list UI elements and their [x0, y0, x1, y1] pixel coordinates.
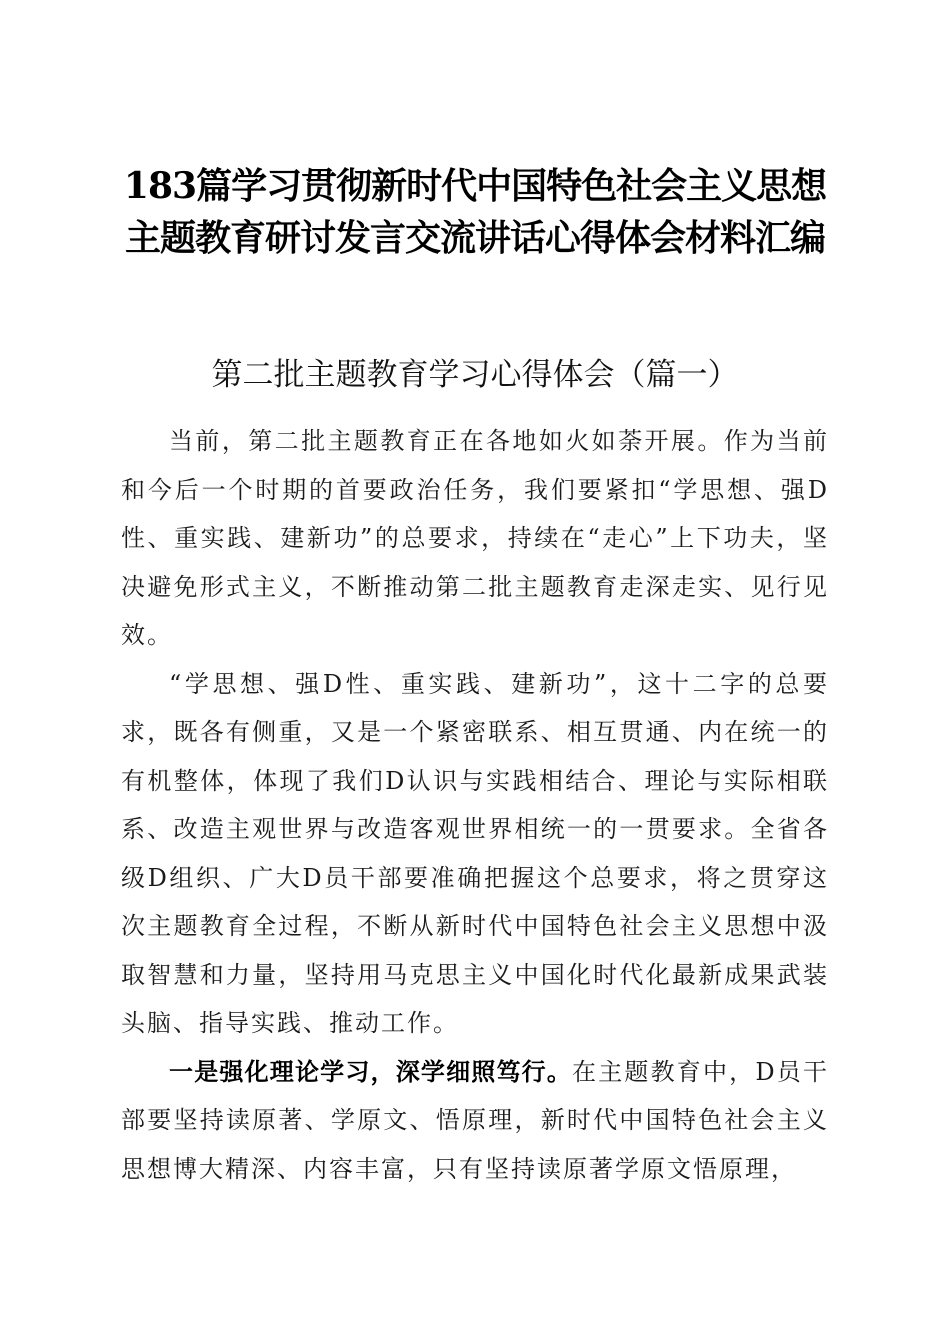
document-title-line-2: 主题教育研讨发言交流讲话心得体会材料汇编: [124, 217, 825, 259]
paragraph-text: 在主题教育中，D员干部要坚持读原著、学原文、悟原理，新时代中国特色社会主义思想博大精深、内容丰富，只有坚持读原著学原文悟原理，: [121, 1057, 829, 1183]
document-title-line-1: 183篇学习贯彻新时代中国特色社会主义思想: [123, 165, 827, 207]
paragraph-text: “学思想、强D性、重实践、建新功”，这十二字的总要求，既各有侧重，又是一个紧密联系、相互贯通、内在统一的有机整体，体现了我们D认识与实践相结合、理论与实际相联系、改造主观世界与改造客观世界相统一的一贯要求。全省各级D组织、广大D员干部要准确把握这个总要求，将之贯穿这次主题教育全过程，不断从新时代中国特色社会主义思想中汲取智慧和力量，坚持用马克思主义中国化时代化最新成果武装头脑、指导实践、推动工作。: [121, 669, 829, 1037]
paragraph-text: 当前，第二批主题教育正在各地如火如荼开展。作为当前和今后一个时期的首要政治任务，我们要紧扣“学思想、强D性、重实践、建新功”的总要求，持续在“走心”上下功夫，坚决避免形式主义，不断推动第二批主题教育走深走实、见行见效。: [121, 427, 829, 649]
section-heading: 第二批主题教育学习心得体会（篇一）: [211, 357, 739, 393]
paragraph-2: [121, 660, 829, 1048]
paragraph-1: [121, 417, 829, 660]
document-body: [121, 417, 829, 1193]
paragraph-lead-heading: 一是强化理论学习，深学细照笃行。: [169, 1056, 573, 1086]
paragraph-3: [121, 1048, 829, 1194]
document-title: [100, 160, 850, 264]
